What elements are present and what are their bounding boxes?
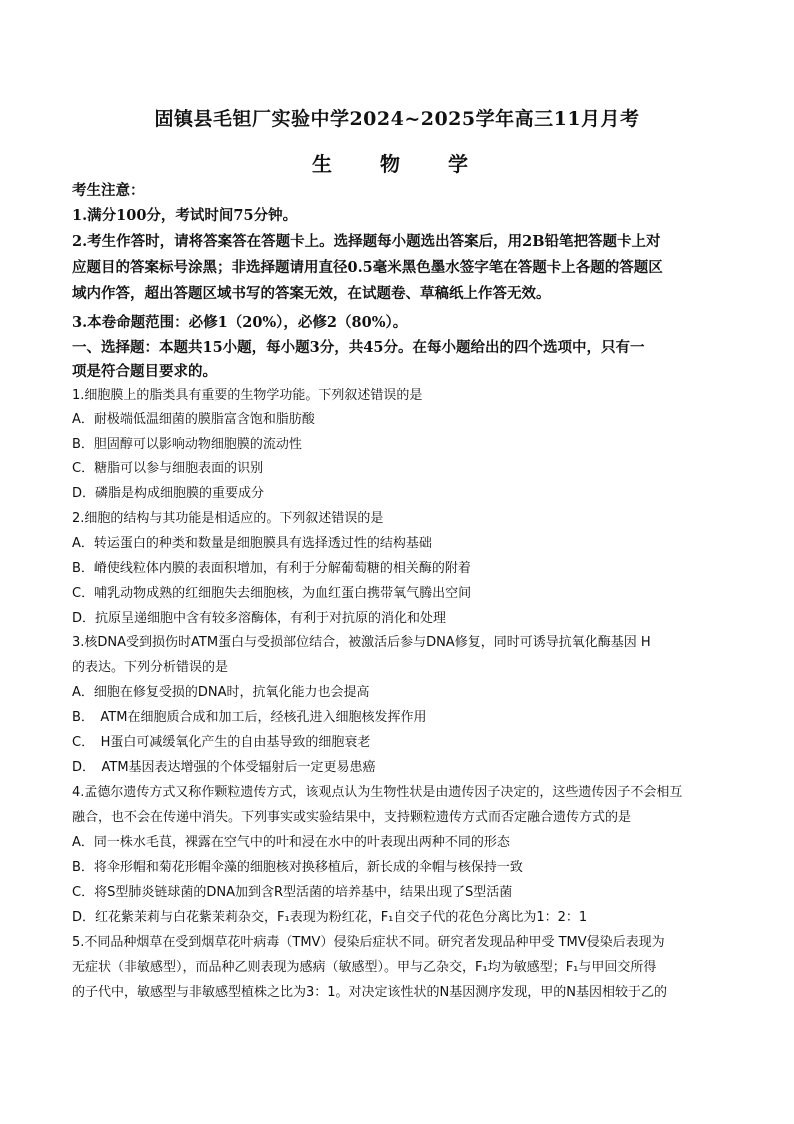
question-5-stem-line-1: 5.不同品种烟草在受到烟草花叶病毒（TMV）侵染后症状不同。研究者发现品种甲受 TMV侵染后表现为: [72, 935, 665, 950]
notice-heading: 考生注意：: [72, 182, 145, 199]
question-4-option-a: A．同一株水毛茛，裸露在空气中的叶和浸在水中的叶表现出两种不同的形态: [72, 835, 510, 850]
notice-item-3: 3.本卷命题范围：必修1（20%），必修2（80%）。: [72, 314, 408, 331]
question-5-stem-line-3: 的子代中，敏感型与非敏感型植株之比为3：1。对决定该性状的N基因测序发现，甲的N基因相较于乙的: [72, 985, 667, 1000]
question-4-stem-line-1: 4.孟德尔遗传方式又称作颗粒遗传方式，该观点认为生物性状是由遗传因子决定的，这些遗传因子不会相互: [72, 785, 683, 800]
question-1-option-b: B．胆固醇可以影响动物细胞膜的流动性: [72, 437, 302, 452]
question-3-option-a: A．细胞在修复受损的DNA时，抗氧化能力也会提高: [72, 685, 370, 700]
question-1-option-a: A．耐极端低温细菌的膜脂富含饱和脂肪酸: [72, 412, 315, 427]
subject-title: 生 物 学: [312, 152, 482, 176]
question-2-option-c: C．哺乳动物成熟的红细胞失去细胞核，为血红蛋白携带氧气腾出空间: [72, 586, 472, 601]
notice-item-1: 1.满分100分，考试时间75分钟。: [72, 207, 298, 224]
question-5-stem-line-2: 无症状（非敏感型），而品种乙则表现为感病（敏感型）。甲与乙杂交，F₁均为敏感型；F₁与甲回交所得: [72, 960, 657, 975]
section-heading-line-2: 项是符合题目要求的。: [72, 363, 217, 380]
question-4-option-d: D．红花紫茉莉与白花紫茉莉杂交，F₁表现为粉红花，F₁自交子代的花色分离比为1：2：1: [72, 910, 588, 925]
question-2-option-d: D．抗原呈递细胞中含有较多溶酶体，有利于对抗原的消化和处理: [72, 611, 447, 626]
question-3-option-b: B． ATM在细胞质合成和加工后，经核孔进入细胞核发挥作用: [72, 710, 427, 725]
notice-item-2-line-1: 2.考生作答时，请将答案答在答题卡上。选择题每小题选出答案后，用2B铅笔把答题卡上对: [72, 233, 661, 250]
question-1-stem: 1.细胞膜上的脂类具有重要的生物学功能。下列叙述错误的是: [72, 388, 423, 403]
exam-title: 固镇县毛钽厂实验中学2024~2025学年高三11月月考: [154, 108, 640, 130]
question-2-stem: 2.细胞的结构与其功能是相适应的。下列叙述错误的是: [72, 511, 384, 526]
notice-item-2-line-3: 域内作答，超出答题区域书写的答案无效，在试题卷、草稿纸上作答无效。: [72, 285, 551, 302]
question-2-option-b: B．嵴使线粒体内膜的表面积增加，有利于分解葡萄糖的相关酶的附着: [72, 561, 471, 576]
question-2-option-a: A．转运蛋白的种类和数量是细胞膜具有选择透过性的结构基础: [72, 536, 432, 551]
question-3-stem-line-2: 的表达。下列分析错误的是: [72, 660, 229, 675]
question-3-stem-line-1: 3.核DNA受到损伤时ATM蛋白与受损部位结合，被激活后参与DNA修复，同时可诱导抗氧化酶基因 H: [72, 635, 651, 650]
question-3-option-c: C． H蛋白可减缓氧化产生的自由基导致的细胞衰老: [72, 735, 371, 750]
question-4-option-b: B．将伞形帽和菊花形帽伞藻的细胞核对换移植后，新长成的伞帽与核保持一致: [72, 860, 523, 875]
question-4-stem-line-2: 融合，也不会在传递中消失。下列事实或实验结果中，支持颗粒遗传方式而否定融合遗传方式的是: [72, 810, 632, 825]
question-1-option-c: C．糖脂可以参与细胞表面的识别: [72, 461, 264, 476]
question-4-option-c: C．将S型肺炎链球菌的DNA加到含R型活菌的培养基中，结果出现了S型活菌: [72, 885, 513, 900]
section-heading-line-1: 一、选择题：本题共15小题，每小题3分，共45分。在每小题给出的四个选项中，只有一: [72, 339, 645, 356]
question-3-option-d: D． ATM基因表达增强的个体受辐射后一定更易患癌: [72, 760, 376, 775]
notice-item-2-line-2: 应题目的答案标号涂黑；非选择题请用直径0.5毫米黑色墨水签字笔在答题卡上各题的答题区: [72, 259, 663, 276]
question-1-option-d: D．磷脂是构成细胞膜的重要成分: [72, 486, 265, 501]
